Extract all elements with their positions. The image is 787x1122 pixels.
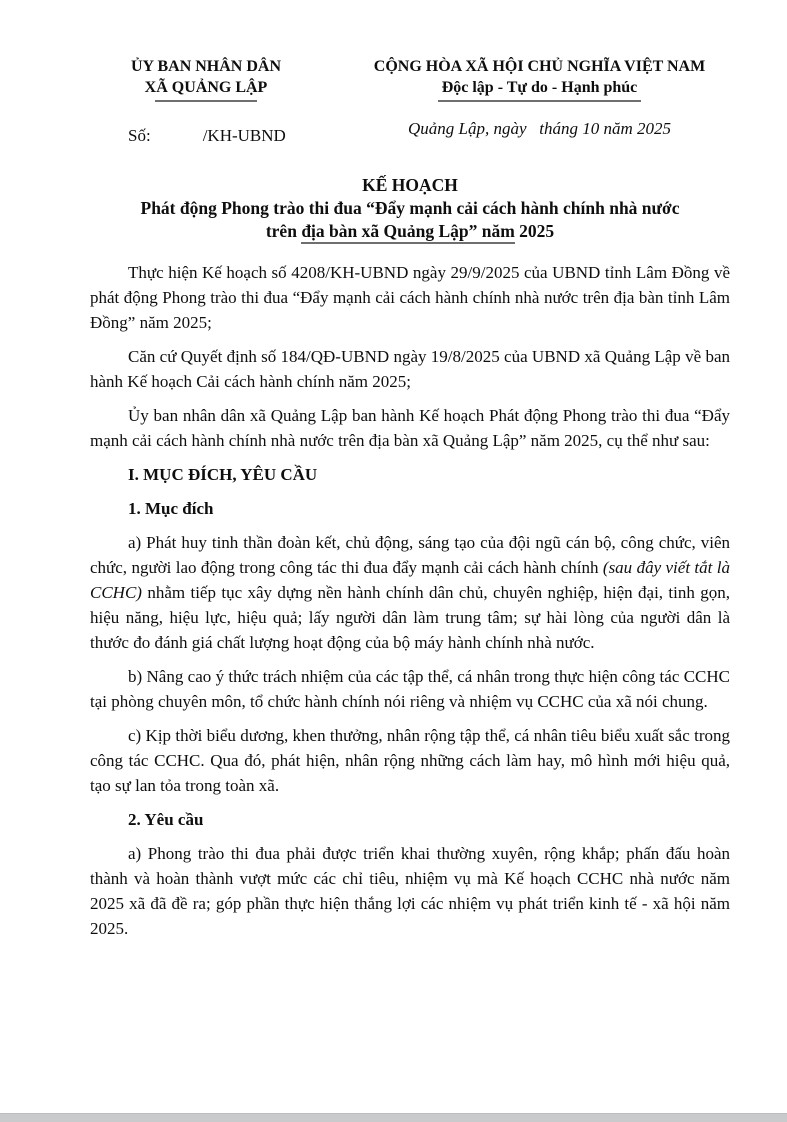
- paragraph: [90, 344, 730, 394]
- sub-heading: 1. Mục đích: [128, 499, 214, 518]
- title-line3: [90, 220, 730, 243]
- org-name-line1: ỦY BAN NHÂN DÂN: [130, 58, 282, 75]
- title-line3-prefix: trên: [265, 221, 302, 241]
- title-line3-underlined: địa bàn xã Quảng Lập” năm: [301, 221, 514, 244]
- place-date-line: Quảng Lập, ngày tháng 10 năm 2025: [407, 119, 672, 138]
- issuing-org-block: [90, 56, 322, 147]
- document-header: [90, 56, 730, 147]
- national-title-line: CỘNG HÒA XÃ HỘI CHỦ NGHĨA VIỆT NAM: [373, 58, 706, 75]
- national-header-block: [349, 56, 730, 140]
- page-bottom-edge: [0, 1113, 787, 1122]
- paragraph-text-segment: nhằm tiếp tục xây dựng nền hành chính dân chủ, chuyên nghiệp, hiện đại, tinh gọn, hiệu năng, hiệu lực, hiệu quả; lấy người dân làm trung tâm; sự hài lòng của người dân là thước đo đánh giá chất lượng hoạt động của bộ máy hành chính nhà nước.: [90, 583, 730, 652]
- paragraph: [90, 403, 730, 453]
- document-body: [90, 260, 730, 941]
- paragraph: [90, 841, 730, 941]
- paragraph: [90, 530, 730, 655]
- paragraph-text-segment: c) Kịp thời biểu dương, khen thưởng, nhân rộng tập thể, cá nhân tiêu biểu xuất sắc trong công tác CCHC. Qua đó, phát hiện, nhân rộng những cách làm hay, mô hình mới hiệu quả, tạo sự lan tỏa trong toàn xã.: [90, 726, 730, 795]
- paragraph: [90, 260, 730, 335]
- paragraph-text-segment: a) Phong trào thi đua phải được triển khai thường xuyên, rộng khắp; phấn đấu hoàn thành và hoàn thành vượt mức các chỉ tiêu, nhiệm vụ mà Kế hoạch CCHC nhà nước năm 2025 xã đã đề ra; góp phần thực hiện thắng lợi các nhiệm vụ phát triển kinh tế - xã hội năm 2025.: [90, 844, 730, 938]
- paragraph-text-segment: Thực hiện Kế hoạch số 4208/KH-UBND ngày 29/9/2025 của UBND tỉnh Lâm Đồng về phát động Phong trào thi đua “Đẩy mạnh cải cách hành chính nhà nước trên địa bàn tỉnh Lâm Đồng” năm 2025;: [90, 263, 730, 332]
- paragraph-text-segment: b) Nâng cao ý thức trách nhiệm của các tập thể, cá nhân trong thực hiện công tác CCHC tại phòng chuyên môn, tổ chức hành chính nói riêng và nhiệm vụ CCHC của xã nói chung.: [90, 667, 730, 711]
- paragraph: [90, 664, 730, 714]
- document-number-line: [90, 125, 322, 147]
- national-motto-line: [349, 77, 730, 102]
- org-underline-rule: [155, 100, 257, 102]
- paragraph-italic-segment: (sau đây viết tắt là CCHC): [90, 558, 730, 602]
- title-line3-suffix: 2025: [514, 221, 555, 241]
- motto-underlined-text: Độc lập - Tự do - Hạnh phúc: [438, 77, 642, 102]
- sub-heading: 2. Yêu cầu: [128, 810, 204, 829]
- paragraph-text-segment: Căn cứ Quyết định số 184/QĐ-UBND ngày 19/8/2025 của UBND xã Quảng Lập về ban hành Kế hoạch Cải cách hành chính năm 2025;: [90, 347, 730, 391]
- paragraph-text-segment: Ủy ban nhân dân xã Quảng Lập ban hành Kế hoạch Phát động Phong trào thi đua “Đẩy mạnh cải cách hành chính nhà nước trên địa bàn xã Quảng Lập” năm 2025, cụ thể như sau:: [90, 406, 730, 450]
- title-doc-type: KẾ HOẠCH: [362, 175, 458, 195]
- org-name-line2: XÃ QUẢNG LẬP: [144, 79, 268, 96]
- document-title: [90, 174, 730, 243]
- title-line2: Phát động Phong trào thi đua “Đẩy mạnh cải cách hành chính nhà nước: [140, 198, 680, 218]
- paragraph: [90, 723, 730, 798]
- paragraph-text-segment: a) Phát huy tinh thần đoàn kết, chủ động, sáng tạo của đội ngũ cán bộ, công chức, viên chức, người lao động trong công tác thi đua đẩy mạnh cải cách hành chính: [90, 533, 730, 577]
- number-label: Số:: [128, 126, 151, 145]
- section-heading: I. MỤC ĐÍCH, YÊU CẦU: [128, 465, 318, 484]
- number-value: /KH-UBND: [202, 126, 286, 145]
